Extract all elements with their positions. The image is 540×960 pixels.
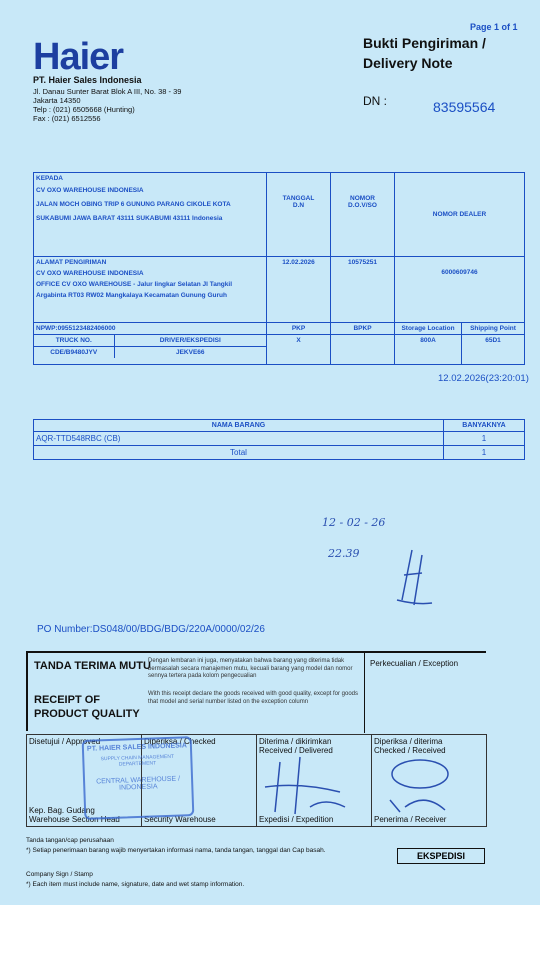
number-sub: D.O.V/SO <box>348 202 377 209</box>
signature-position-en: Security Warehouse <box>144 815 216 824</box>
signature-role-en: Checked / Received <box>374 746 446 755</box>
document-title <box>363 33 486 73</box>
signature-position-en: Penerima / Receiver <box>374 815 447 824</box>
signature-position-en: Expedisi / Expedition <box>259 815 334 824</box>
signature-role: Diperiksa / diterima <box>374 737 443 746</box>
title-line: Delivery Note <box>363 55 453 71</box>
address-line: Fax : (021) 6512556 <box>33 114 101 123</box>
recipient-label: KEPADA <box>36 175 63 182</box>
pkp-label: PKP <box>267 323 331 335</box>
number-header <box>331 173 395 257</box>
footer-note-2: *) Setiap penerimaan barang wajib menyertakan informasi nama, tanda tangan, tanggal dan Cap basah. <box>26 847 326 854</box>
number-label: NOMOR <box>350 195 375 202</box>
signature-role: Diterima / dikirimkan <box>259 737 332 746</box>
handwritten-signature <box>392 545 442 615</box>
signature-role: Disetujui / Approved <box>29 737 101 746</box>
truck-driver-cell <box>34 335 267 365</box>
quality-receipt-title-en: RECEIPT OF PRODUCT QUALITY <box>34 694 140 720</box>
shipping-label: Shipping Point <box>462 323 525 335</box>
total-label: Total <box>34 446 444 460</box>
bpkp-label: BPKP <box>331 323 395 335</box>
recipient-line: CV OXO WAREHOUSE INDONESIA <box>36 187 144 194</box>
handwritten-date: 12 - 02 - 26 <box>322 516 386 529</box>
shipping-address-label: ALAMAT PENGIRIMAN <box>36 259 107 266</box>
expedition-signature <box>260 752 360 822</box>
number-value: 10575251 <box>331 257 395 323</box>
page-indicator: Page 1 of 1 <box>470 22 518 32</box>
handwritten-time: 22.39 <box>328 547 360 560</box>
company-stamp <box>82 736 195 820</box>
ekspedisi-label: EKSPEDISI <box>397 848 485 864</box>
signature-position-en: Warehouse Section Head <box>29 815 120 824</box>
company-address <box>33 87 181 123</box>
dealer-header: NOMOR DEALER <box>395 173 525 257</box>
receiver-signature <box>375 752 475 822</box>
quality-receipt-text-id: Dengan lembaran ini juga, menyatakan bahwa barang yang diterima tidak bermasalah secara manajemen mutu, kecuali barang yang model dan nomor sennya tertera pada kolom pengecualian <box>148 658 353 679</box>
quality-receipt-title-id: TANDA TERIMA MUTU <box>34 660 151 672</box>
item-name-header: NAMA BARANG <box>34 420 444 432</box>
bpkp-value <box>331 335 395 365</box>
date-value: 12.02.2026 <box>267 257 331 323</box>
address-line: Jl. Danau Sunter Barat Blok A III, No. 38 - 39 <box>33 87 182 96</box>
title-line: Bukti Pengiriman / <box>363 35 486 51</box>
po-number: PO Number:DS048/00/BDG/BDG/220A/0000/02/26 <box>37 624 265 635</box>
shipping-address-line: Argabinta RT03 RW02 Mangkalaya Kecamatan Gunung Guruh <box>36 292 227 299</box>
exception-label: Perkecualian / Exception <box>370 659 459 668</box>
item-qty-header: BANYAKNYA <box>444 420 525 432</box>
dn-number: 83595564 <box>433 99 496 115</box>
item-qty: 1 <box>444 432 525 446</box>
footer-note-4: *) Each item must include name, signature, date and wet stamp information. <box>26 881 245 888</box>
stamp-line: SUPPLY CHAIN MANAGEMENT DEPARTEMENT <box>100 753 175 768</box>
quality-receipt-text-en: With this receipt declare the goods received with good quality, except for goods that model and serial number listed on the exception column <box>148 691 359 705</box>
address-line: Telp : (021) 6505668 (Hunting) <box>33 105 135 114</box>
driver-label: DRIVER/EKSPEDISI <box>114 335 266 347</box>
company-logo: Haier <box>33 36 124 78</box>
stamp-line: CENTRAL WAREHOUSE / INDONESIA <box>96 775 181 792</box>
driver-value: JEKVE66 <box>114 347 266 359</box>
signature-role-en: Received / Delivered <box>259 746 333 755</box>
date-header <box>267 173 331 257</box>
stamp-line: PT. HAIER SALES INDONESIA <box>86 742 188 753</box>
shipping-address-line: OFFICE CV OXO WAREHOUSE - Jalur lingkar Selatan Jl Tangkil <box>36 281 233 288</box>
storage-value: 800A <box>395 335 462 365</box>
date-sub: D.N <box>292 202 305 209</box>
address-line: Jakarta 14350 <box>33 96 81 105</box>
signature-role: Diperiksa / Checked <box>144 737 216 746</box>
storage-label: Storage Location <box>395 323 462 335</box>
print-timestamp: 12.02.2026(23:20:01) <box>438 373 529 384</box>
footer-note-3: Company Sign / Stamp <box>26 871 93 878</box>
date-label: TANGGAL <box>282 195 315 202</box>
items-table <box>33 419 525 460</box>
shipping-address-line: CV OXO WAREHOUSE INDONESIA <box>36 270 144 277</box>
truck-label: TRUCK NO. <box>34 335 114 347</box>
pkp-value: X <box>267 335 331 365</box>
recipient-line: JALAN MOCH OBING TRIP 6 GUNUNG PARANG CIKOLE KOTA <box>36 201 231 208</box>
dealer-value: 6000609746 <box>395 257 525 323</box>
recipient-cell <box>34 173 267 257</box>
item-name: AQR-TTD548RBC (CB) <box>34 432 444 446</box>
dn-label: DN : <box>363 94 387 108</box>
receipt-section <box>26 651 486 733</box>
npwp: NPWP:0955123482406000 <box>34 323 267 335</box>
shipping-address-cell <box>34 257 267 323</box>
info-table <box>33 172 525 365</box>
recipient-line: SUKABUMI JAWA BARAT 43111 SUKABUMI 43111 Indonesia <box>36 215 223 222</box>
signature-position: Kep. Bag. Gudang <box>29 806 95 815</box>
footer-note-1: Tanda tangan/cap perusahaan <box>26 837 114 844</box>
shipping-value: 65D1 <box>462 335 525 365</box>
truck-value: CDE/B9480JYV <box>34 347 114 359</box>
table-row <box>34 432 525 446</box>
company-name: PT. Haier Sales Indonesia <box>33 75 142 85</box>
total-qty: 1 <box>444 446 525 460</box>
